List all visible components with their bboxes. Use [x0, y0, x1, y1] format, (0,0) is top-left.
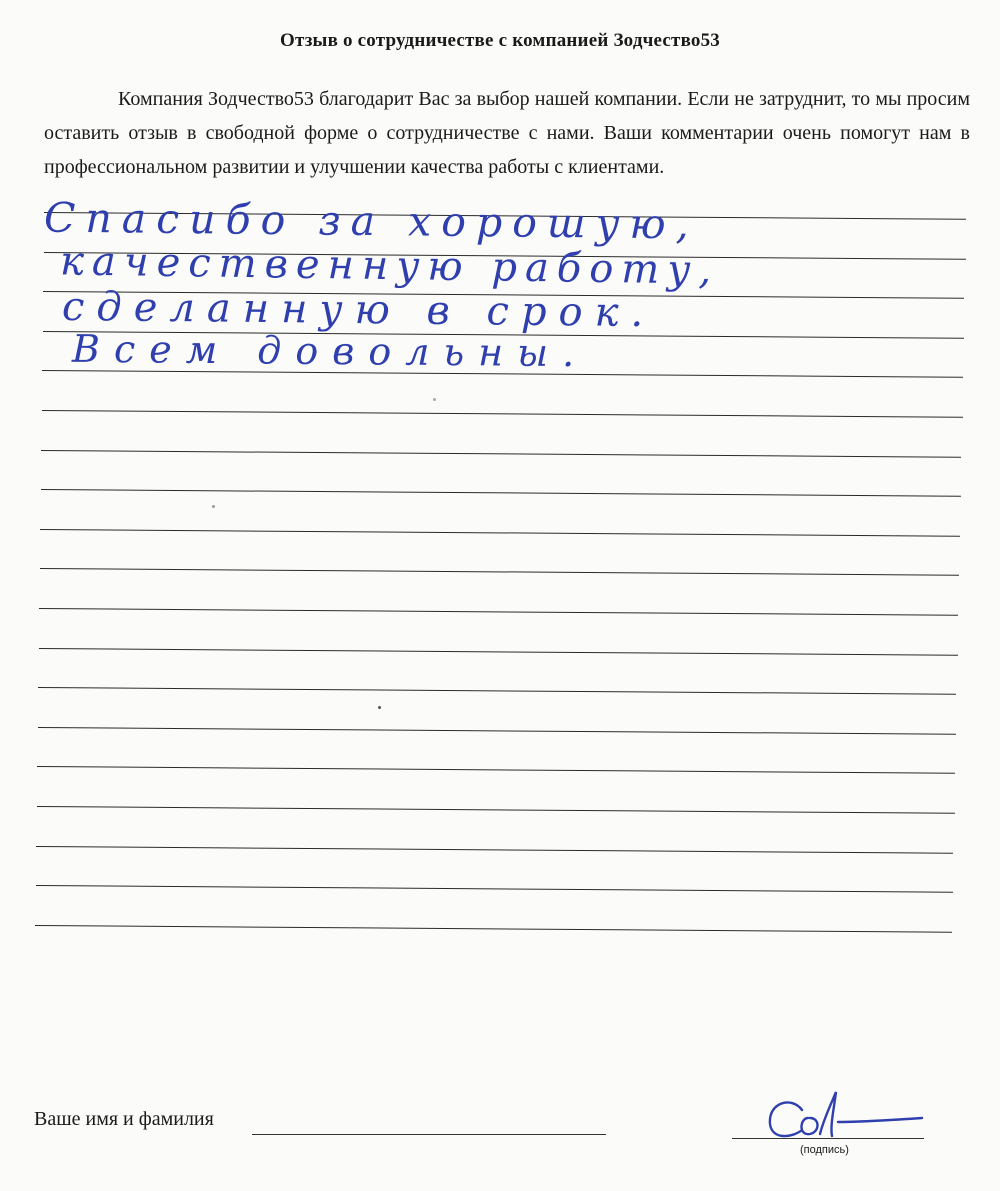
- writing-line: [37, 766, 955, 774]
- writing-line: [35, 925, 952, 933]
- ink-speck: [433, 398, 436, 401]
- name-field-line: [252, 1134, 606, 1135]
- handwritten-line-2: качественную работу,: [59, 238, 720, 294]
- page-title: Отзыв о сотрудничестве с компанией Зодчество53: [279, 30, 721, 51]
- signature-mark: [762, 1088, 932, 1152]
- writing-line: [40, 529, 960, 537]
- writing-line: [40, 489, 960, 497]
- writing-line: [36, 806, 953, 814]
- ink-speck: [378, 706, 381, 709]
- writing-line: [38, 648, 957, 656]
- signature-caption: (подпись): [800, 1144, 849, 1156]
- handwritten-line-3: сделанную в срок.: [61, 283, 656, 337]
- signature-line: [732, 1138, 924, 1139]
- name-field-label: Ваше имя и фамилия: [34, 1108, 214, 1130]
- writing-line: [37, 727, 955, 735]
- writing-line: [39, 608, 958, 616]
- ink-speck: [212, 505, 215, 508]
- handwritten-line-4: Всем довольны.: [71, 326, 589, 376]
- handwritten-line-1: Спасибо за хорошую,: [43, 193, 699, 249]
- intro-paragraph: Компания Зодчество53 благодарит Вас за выбор нашей компании. Если не затруднит, то мы просим оставить отзыв в свободной форме о сотрудничестве с нами. Ваши комментарии очень помогут нам в профессиональном развитии и улучшении качества работы с клиентами.: [44, 88, 970, 178]
- writing-line: [36, 846, 953, 854]
- writing-line: [41, 410, 961, 418]
- writing-line: [35, 885, 952, 893]
- writing-line: [41, 450, 961, 458]
- writing-line: [38, 687, 956, 695]
- writing-line: [39, 568, 958, 576]
